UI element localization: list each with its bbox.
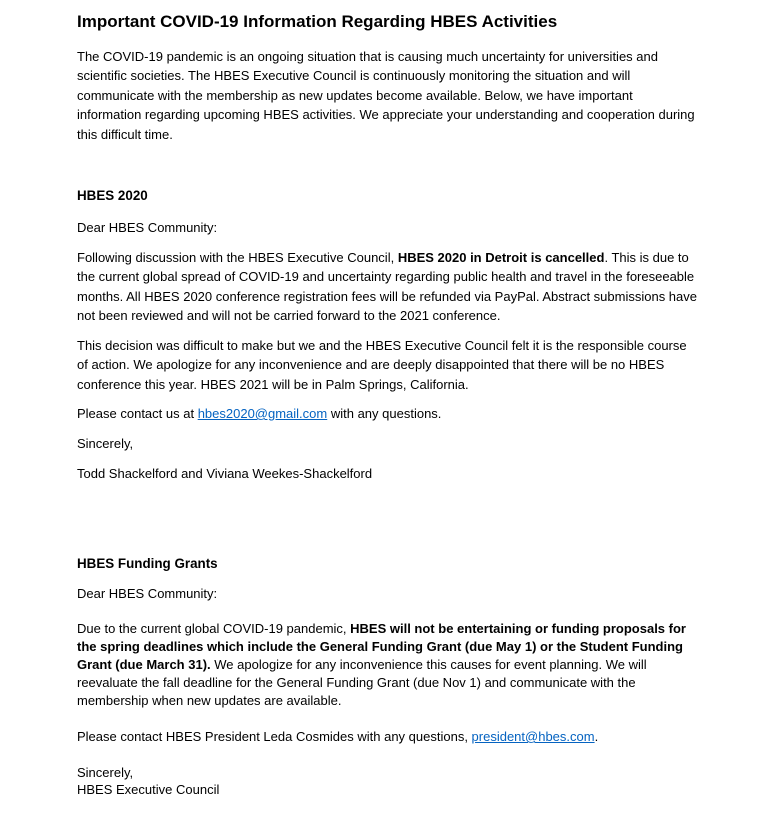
- hbes2020-cancelled-notice: HBES 2020 in Detroit is cancelled: [397, 250, 605, 265]
- intro-paragraph: The COVID-19 pandemic is an ongoing situation that is causing much uncertainty for universities and scientific societies. The HBES Executive Council is continuously monitoring the situation and will communicate with the membership as new updates become available. Below, we have important information regarding upcoming HBES activities. We appreciate your understanding and cooperation during this difficult time.: [77, 49, 695, 142]
- grants-contact-text-after: .: [594, 729, 599, 744]
- hbes2020-p1-text-before: Following discussion with the HBES Executive Council,: [77, 250, 398, 265]
- hbes2020-closing: Sincerely,: [77, 436, 134, 451]
- hbes2020-paragraph-1: [77, 248, 697, 326]
- hbes2020-heading: HBES 2020: [77, 188, 148, 203]
- hbes2020-contact-text-after: with any questions.: [327, 406, 442, 421]
- hbes2020-p1-text-after: . This is due to the current global spread of COVID-19 and uncertainty regarding public health and travel in the foreseeable months. All HBES 2020 conference registration fees will be refunded via PayPal. Abstract submissions have not been reviewed and will not be carried forward to the 2021 conference.: [77, 250, 697, 324]
- grants-contact-line: [77, 728, 598, 746]
- grants-signature: HBES Executive Council: [77, 782, 220, 797]
- hbes2020-paragraph-2: This decision was difficult to make but we and the HBES Executive Council felt it is the responsible course of action. We apologize for any inconvenience and are deeply disappointed that there will be no HBES conference this year. HBES 2021 will be in Palm Springs, California.: [77, 338, 687, 392]
- hbes2020-contact-line: [77, 405, 441, 423]
- page-title: Important COVID-19 Information Regarding HBES Activities: [77, 12, 558, 31]
- grants-suspension-notice: HBES will not be entertaining or funding proposals for the spring deadlines which include the General Funding Grant (due May 1) or the Student Funding Grant (due March 31).: [77, 621, 686, 672]
- grants-p1-text-before: Due to the current global COVID-19 pandemic,: [77, 621, 351, 636]
- hbes2020-contact-text-before: Please contact us at: [77, 406, 198, 421]
- grants-closing: Sincerely,: [77, 765, 134, 780]
- grants-contact-text-before: Please contact HBES President Leda Cosmides with any questions,: [77, 729, 472, 744]
- hbes2020-signature: Todd Shackelford and Viviana Weekes-Shackelford: [77, 466, 373, 481]
- grants-heading: HBES Funding Grants: [77, 556, 218, 571]
- hbes2020-greeting: Dear HBES Community:: [77, 220, 218, 235]
- grants-paragraph-1: [77, 620, 697, 710]
- grants-email-link[interactable]: president@hbes.com: [471, 729, 595, 744]
- grants-p1-text-after: We apologize for any inconvenience this causes for event planning. We will reevaluate the fall deadline for the General Funding Grant (due Nov 1) and communicate with the membership when new updates are available.: [77, 657, 647, 708]
- grants-greeting: Dear HBES Community:: [77, 586, 218, 601]
- hbes2020-email-link[interactable]: hbes2020@gmail.com: [197, 406, 328, 421]
